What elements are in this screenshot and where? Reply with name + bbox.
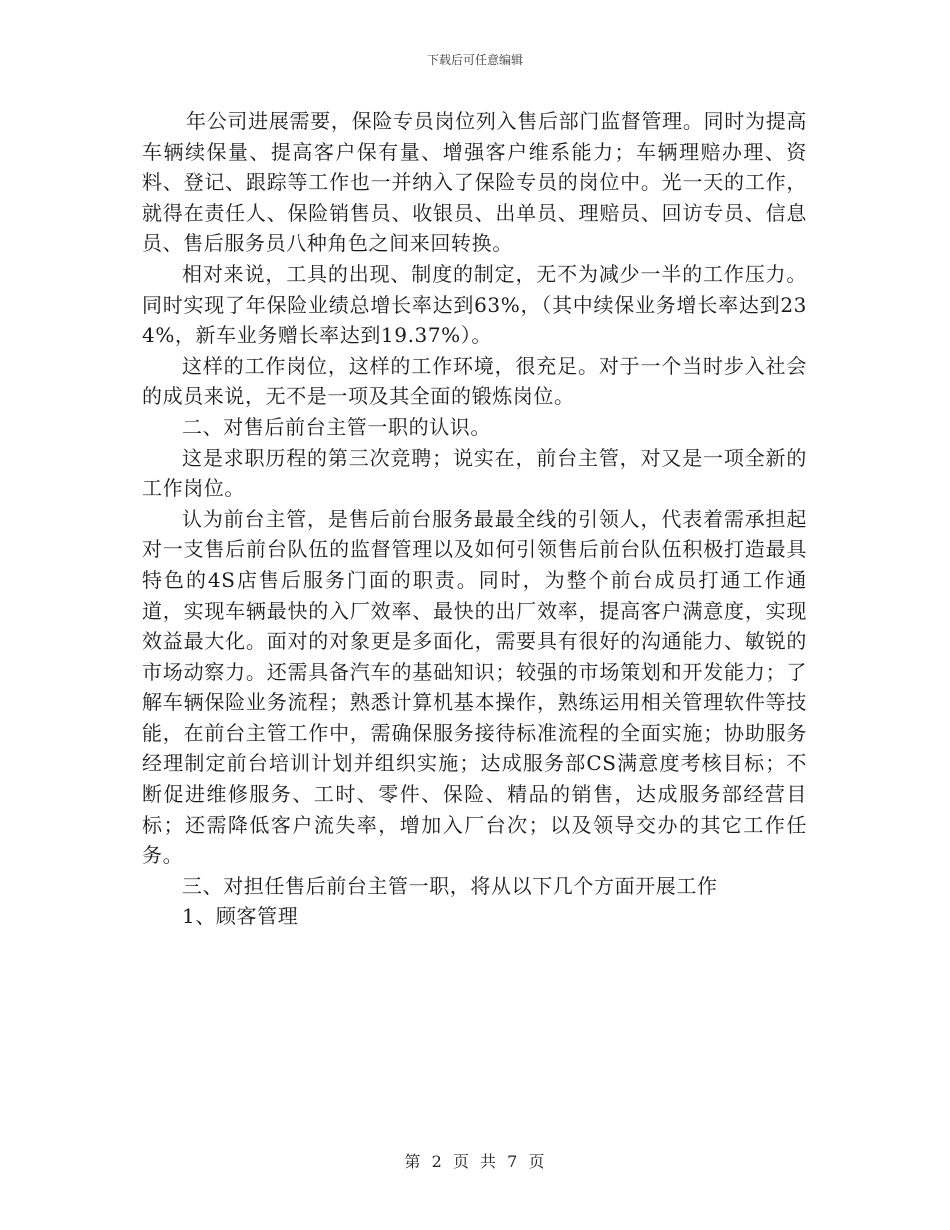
page-total: 7 [507,1152,519,1171]
page-label-prefix: 第 [404,1152,422,1171]
section-heading: 二、对售后前台主管一职的认识。 [182,414,491,439]
page-total-prefix: 共 [480,1152,498,1171]
subsection-heading: 1、顾客管理 [182,904,299,929]
page-label-suffix: 页 [528,1152,546,1171]
paragraph: 这是求职历程的第三次竞聘；说实在，前台主管，对又是一项全新的工作岗位。 [142,445,807,501]
page-current: 2 [431,1152,443,1171]
page-footer [0,1150,950,1174]
paragraph: 相对来说，工具的出现、制度的制定，无不为减少一半的工作压力。同时实现了年保险业绩总增长率达到63%，（其中续保业务增长率达到234%，新车业务赠长率达到19.37%）。 [142,261,807,348]
paragraph: 认为前台主管，是售后前台服务最最全线的引领人，代表着需承担起对一支售后前台队伍的监督管理以及如何引领售后前台队伍积极打造最具特色的4S店售后服务门面的职责。同时，为整个前台成员打通工作通道，实现车辆最快的入厂效率、最快的出厂效率，提高客户满意度，实现效益最大化。面对的对象更是多面化，需要具有很好的沟通能力、敏锐的市场动察力。还需具备汽车的基础知识；较强的市场策划和开发能力；了解车辆保险业务流程；熟悉计算机基本操作，熟练运用相关管理软件等技能，在前台主管工作中，需确保服务接待标准流程的全面实施；协助服务经理制定前台培训计划并组织实施；达成服务部CS满意度考核目标；不断促进维修服务、工时、零件、保险、精品的销售，达成服务部经营目标；还需降低客户流失率，增加入厂台次；以及领导交办的其它工作任务。 [142,506,807,868]
page-label-mid: 页 [452,1152,470,1171]
paragraph: 这样的工作岗位，这样的工作环境，很充足。对于一个当时步入社会的成员来说，无不是一项及其全面的锻炼岗位。 [142,353,807,409]
page-header: 下载后可任意编辑 [426,53,523,67]
section-heading: 三、对担任售后前台主管一职，将从以下几个方面开展工作 [182,873,718,898]
document-body [142,106,807,932]
paragraph: 年公司进展需要，保险专员岗位列入售后部门监督管理。同时为提高车辆续保量、提高客户保有量、增强客户维系能力；车辆理赔办理、资料、登记、跟踪等工作也一并纳入了保险专员的岗位中。光一天的工作，就得在责任人、保险销售员、收银员、出单员、理赔员、回访专员、信息员、售后服务员八种角色之间来回转换。 [142,109,807,256]
